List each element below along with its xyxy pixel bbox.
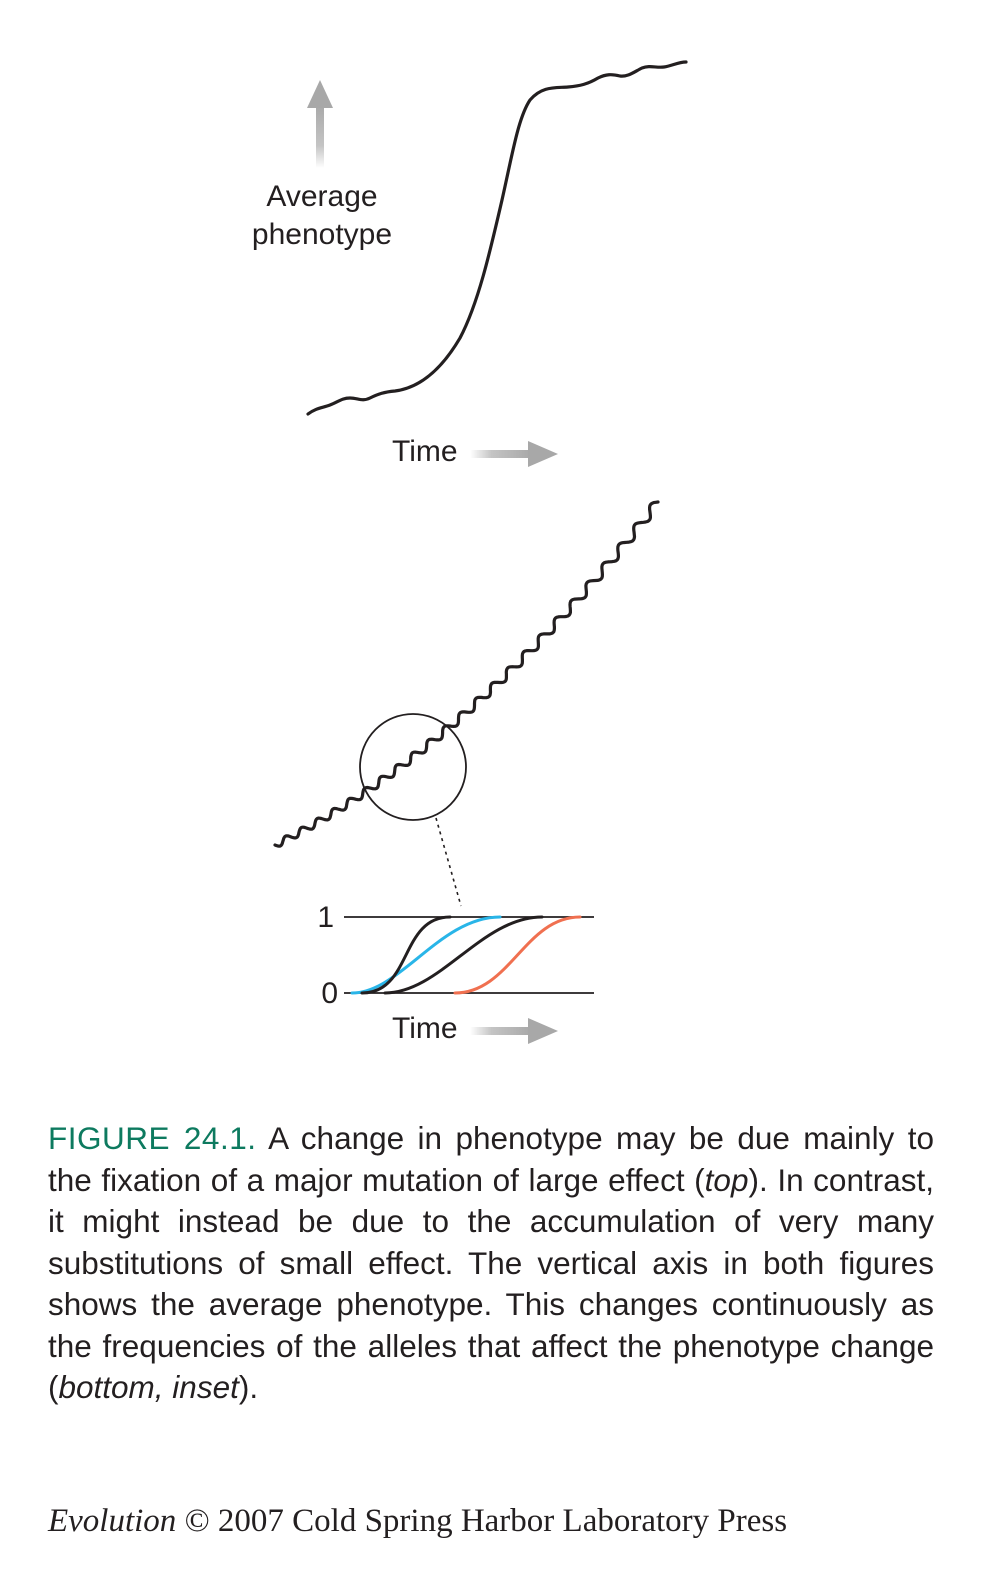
figure-label: FIGURE 24.1. xyxy=(48,1120,257,1156)
caption-italic-bottom-inset: bottom, inset xyxy=(58,1369,239,1405)
figure-caption xyxy=(48,1118,934,1409)
x-axis-label-bottom: Time xyxy=(392,1012,458,1045)
caption-italic-top: top xyxy=(704,1161,749,1198)
allele-curve-red xyxy=(455,917,580,993)
y-axis-label-line2: phenotype xyxy=(251,218,393,251)
inset-plot xyxy=(317,901,594,1010)
top-panel xyxy=(252,62,686,468)
credit-book-title: Evolution xyxy=(48,1503,177,1539)
publisher-credit xyxy=(48,1503,787,1540)
inset-tick-0: 0 xyxy=(321,977,338,1010)
bottom-panel xyxy=(275,502,658,1045)
x-axis-arrow-icon-bottom xyxy=(470,1018,558,1044)
x-axis-arrow-icon-top xyxy=(470,441,558,467)
caption-text-3: ). xyxy=(238,1369,259,1405)
caption-text-2: ). In contrast, it might instead be due to the accumulation of very many substitutions of small effect. The vertical axis in both figures shows the average phenotype. This changes continuously as the frequencies of the alleles that affect the phenotype change ( xyxy=(48,1161,934,1405)
many-substitutions-curve xyxy=(275,502,658,846)
inset-tick-1: 1 xyxy=(317,901,334,934)
allele-curve-black-1 xyxy=(362,917,450,993)
y-axis-label-line1: Average xyxy=(266,180,378,213)
caption-text-1: A change in phenotype may be due mainly to the fixation of a major mutation of large effect ( xyxy=(48,1120,934,1198)
inset-connector-line xyxy=(436,818,461,906)
inset-magnifier-circle xyxy=(360,714,466,820)
y-axis-arrow-icon xyxy=(307,80,333,168)
credit-text: © 2007 Cold Spring Harbor Laboratory Press xyxy=(176,1503,788,1539)
x-axis-label-top: Time xyxy=(392,435,458,468)
